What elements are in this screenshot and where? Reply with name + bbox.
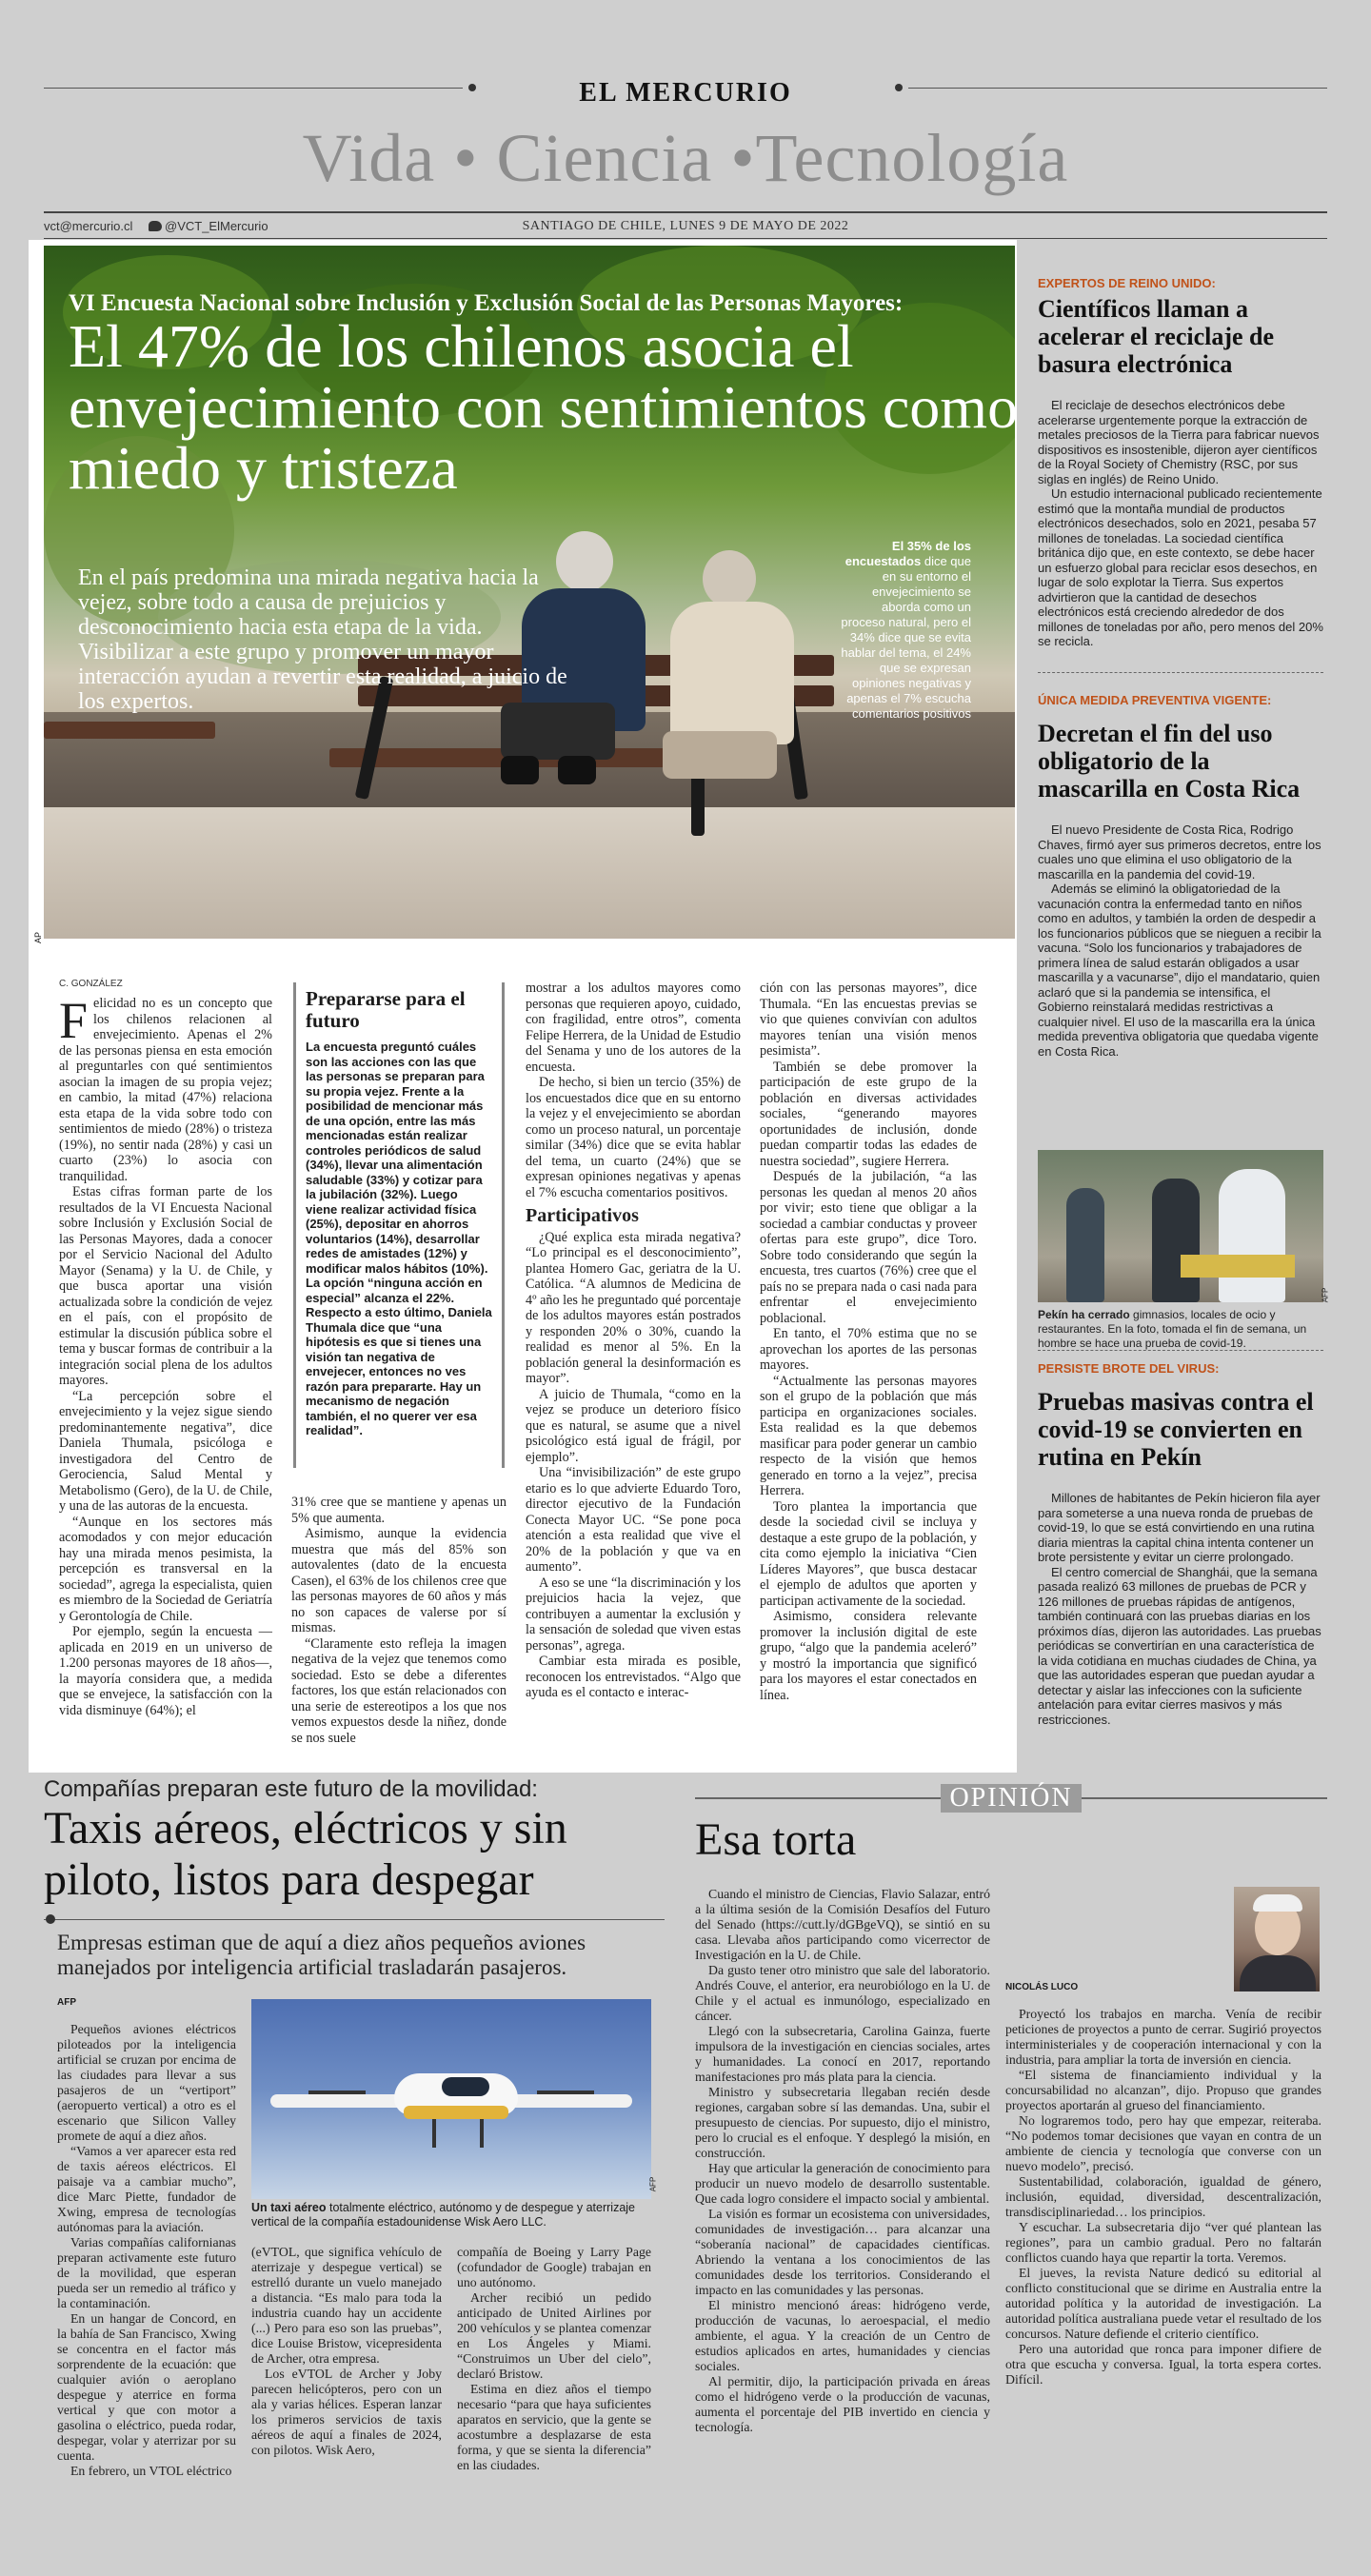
air-taxi-kicker: Compañías preparan este futuro de la movilidad: [44,1776,538,1802]
photo-vertical-credit: AP [33,931,44,944]
dateline: SANTIAGO DE CHILE, LUNES 9 DE MAYO DE 2022 [522,219,849,233]
paragraph: Da gusto tener otro ministro que sale del laboratorio. Andrés Couve, el anterior, era neurobiólogo en la U. de Chile y el actual es inmunólogo, especializado en cáncer. [695,1963,990,2023]
paragraph: Llegó con la subsecretaria, Carolina Gainza, fuerte impulsora de la investigación en ciencias sociales, artes y humanidades. La conocí en 2017, reportando manifestaciones pro más plata para la ciencia. [695,2024,990,2084]
opinion-column-2 [1005,2007,1321,2388]
opinion-author: NICOLÁS LUCO [1005,1982,1079,1992]
brief-1-kicker: EXPERTOS DE REINO UNIDO: [1038,276,1216,290]
paragraph: De hecho, si bien un tercio (35%) de los encuestados dice que en su entorno la vejez y el envejecimiento se abordan como un proceso natural, un porcentaje similar (34%) dice que se evita hablar del tema, un cuarto (24%) que se expresan opiniones negativas y apenas el 7% escucha comentarios positivos. [526,1075,741,1200]
paragraph: Asimismo, considera relevante promover la inclusión digital de este grupo, “algo que la pandemia aceleró” y mostró la importancia que significó para los mayores el estar conectados en línea. [760,1609,977,1703]
elderly-woman [653,550,805,788]
contact-email[interactable]: vct@mercurio.cl [44,219,133,233]
paragraph: Asimismo, aunque la evidencia muestra que más del 85% son autovalentes (dato de la encuesta Casen), el 63% de los chilenos cree que las personas mayores de 60 años y más no son capaces de valerse por sí mismas. [291,1526,507,1635]
feature-column-3 [526,981,741,1701]
paragraph: A juicio de Thumala, “como en la vejez se produce un deterioro físico que es natural, se asume que a nivel psicológico está igual de frágil, por ejemplo”. [526,1386,741,1465]
photo-annotation-text: dice que en su entorno el envejecimiento se aborda como un proceso natural, pero el 34% dice que se evita hablar del tema, el 24% que se expresan opiniones negativas y apenas el 7% escucha comentarios positivos [841,554,971,721]
paragraph: En un hangar de Concord, en la bahía de San Francisco, Xwing se concentra en el factor más sorprendente de la ecuación: que cualquier avión o aeroplano despegue y aterrice en forma vertical y que con motor a gasolina o eléctrico, pueda rodar, despegar, volar y aterrizar por su cuenta. [57,2311,236,2463]
paragraph: ción con las personas mayores”, dice Thumala. “En las encuestas previas se vio que quienes convivían con adultos mayores tenían una visión menos pesimista”. [760,981,977,1059]
photo-annotation [840,539,971,722]
paragraph: Además se eliminó la obligatoriedad de la vacunación contra la enfermedad tanto en niños como en adultos, y también la orden de despedir a los funcionarios públicos que se nieguen a recibir la vacuna. “Solo los funcionarios y trabajadores de primera línea de salud estarán obligados a usar mascarilla y a vacunarse”, dijo el mandatario, quien aclaró que si la pandemia se intensifica, el Gobierno reinstalará medidas restrictivas a cualquier nivel. El uso de la mascarilla era la única medida preventiva obligatoria que quedaba vigente en Costa Rica. [1038,882,1321,1059]
author-avatar [1234,1887,1320,1991]
brief-2-headline[interactable]: Decretan el fin del uso obligatorio de la mascarilla en Costa Rica [1038,720,1301,803]
air-taxi-caption [251,2201,651,2229]
paragraph: Después de la jubilación, “a las personas les quedan al menos 20 años por vivir; esto tiene que obligar a la sociedad a cambiar conductas y proveer ofertas para este grupo”, dice Toro. Sobre todo considerando que según la encuesta, tres cuartos (76%) cree que el país no se prepara nada o casi nada para enfrentar el envejecimiento poblacional. [760,1169,977,1326]
paragraph: compañía de Boeing y Larry Page (cofundador de Google) trabajan en uno autónomo. [457,2245,651,2289]
paragraph: “Vamos a ver aparecer esta red de taxis aéreos eléctricos. El paisaje va a cambiar mucho”, dice Marc Piette, fundador de Xwing, empresa de tecnologías autónomas para la aviación. [57,2144,236,2234]
beijing-photo-caption [1038,1308,1323,1351]
feature-column-1 [59,992,272,1718]
paragraph: elicidad no es un concepto que los chilenos relacionen al envejecimiento. Apenas el 2% de las personas piensa en esta emoción al preguntarles con qué sentimientos asocian la imagen de su propia vejez; en cambio, la mitad (47%) relaciona esta etapa de la vida sobre todo con sentimientos de miedo (28%) o tristeza (19%), no sentir nada (28%) y casi un cuarto (23%) lo asocia con tranquilidad. [59,996,272,1184]
paragraph: Cuando el ministro de Ciencias, Flavio Salazar, entró a la última sesión de la Comisión Desafíos del Futuro del Senado (https://cutt.ly/dGBgeVQ), se sintió en su casa. Llevaba años participando como vicerrector de Investigación en la U. de Chile. [695,1887,990,1962]
brief-3-kicker: PERSISTE BROTE DEL VIRUS: [1038,1361,1220,1376]
paragraph: “El sistema de financiamiento individual y la concursabilidad no alcanzan”, dijo. Propuso que grandes proyectos aportarán al grueso del financiamiento. [1005,2068,1321,2112]
air-taxi-credit: AFP [57,1997,76,2008]
paragraph: También se debe promover la participación de este grupo de la población en diversas actividades sociales, “generando mayores oportunidades de inclusión, donde puedan compartir todas las edades de nuestra sociedad”, sugiere Herrera. [760,1059,977,1169]
air-taxi-column-2 [251,2245,442,2458]
paragraph: Estima en diez años el tiempo necesario “para que haya suficientes aparatos en servicio, que la gente se acostumbre a desplazarse de esta forma, y que se sienta la diferencia” en las ciudades. [457,2382,651,2472]
paragraph: “Aunque en los sectores más acomodados y con mejor educación hay una mirada menos pesimista, la percepción es transversal en la sociedad”, agrega la especialista, quien es miembro de la Sociedad de Geriatría y Gerontología de Chile. [59,1514,272,1624]
brief-separator [1038,1350,1323,1351]
brief-1-body [1038,398,1323,649]
paragraph: Pero una autoridad que ronca para imponer difiere de otra que escucha y conversa. Igual, la torta espera cortes. Difícil. [1005,2342,1321,2387]
newspaper-name[interactable]: EL MERCURIO [579,78,792,108]
brief-3-headline[interactable]: Pruebas masivas contra el covid-19 se convierten en rutina en Pekín [1038,1388,1314,1471]
paragraph: En tanto, el 70% estima que no se aprovechan los aportes de las personas mayores. [760,1326,977,1373]
caption-text: totalmente eléctrico, autónomo y de despegue y aterrizaje vertical de la compañía estadounidense Wisk Aero LLC. [251,2201,636,2229]
sidebar-title: Prepararse para el futuro [306,987,466,1032]
caption-bold: Pekín ha cerrado [1038,1308,1130,1321]
paragraph: El nuevo Presidente de Costa Rica, Rodrigo Chaves, firmó ayer sus primeros decretos, entre los cuales uno que elimina el uso obligatorio de la mascarilla en la pandemia del covid-19. [1038,822,1321,882]
beijing-photo-credit: AFP [1321,1287,1330,1303]
brief-3-body [1038,1491,1323,1727]
feature-kicker: VI Encuesta Nacional sobre Inclusión y Exclusión Social de las Personas Mayores: [69,290,904,316]
photo-annotation-bold: El 35% de los encuestados [844,539,971,568]
paragraph: A eso se une “la discriminación y los prejuicios hacia la vejez, que contribuyen a aumentar la exclusión y la sensación de soledad que viven estas personas”, agrega. [526,1575,741,1654]
feature-column-2 [291,1495,507,1746]
paragraph: El centro comercial de Shanghái, que la semana pasada realizó 63 millones de pruebas de PCR y 126 millones de pruebas rápidas de antígenos, también continuará con las pruebas diarias en los próximos días, dijeron las autoridades. Las pruebas periódicas se convertirían en una característica de la vida cotidiana en muchas ciudades de China, ya que las autoridades esperan que puedan ayudar a detectar y aislar las infecciones con la suficiente antelación para evitar cierres masivos y más restricciones. [1038,1564,1321,1727]
paragraph: Una “invisibilización” de este grupo etario es lo que advierte Eduardo Toro, director ejecutivo de la Fundación Conecta Mayor UC. “Se pone poca atención a esta realidad que vive el 20% de la población y que va en aumento”. [526,1465,741,1575]
caption-bold: Un taxi aéreo [251,2201,327,2214]
section-title: Vida • Ciencia •Tecnología [302,120,1069,196]
paragraph: ¿Qué explica esta mirada negativa? “Lo principal es el desconocimiento”, plantea Homero Gac, geriatra de la U. Católica. “A alumnos de Medicina de 4º año les he preguntado qué porcentaje de los adultos mayores están postrados y responden 20% o 30%, cuando la realidad es menor al 5%. En la población general la desinformación es mayor”. [526,1229,741,1386]
paragraph: Ministro y subsecretaria llegaban recién desde regiones, cargaban sobre sí las demandas. Una, subir el presupuesto de ciencias. Por supuesto, dijo el ministro, pero lo crucial es el enfoque. Y desplegó la misión, en construcción. [695,2085,990,2160]
paragraph: El jueves, la revista Nature dedicó su editorial al conflicto constitucional que se dirime en Australia entre la autoridad política y la autoridad de investigación. La autoridad política australiana puede vetar el resultado de los concursos. Nature defiende el criterio científico. [1005,2266,1321,2341]
paragraph: mostrar a los adultos mayores como personas que requieren apoyo, cuidado, con fragilidad, entre otros”, comenta Felipe Herrera, de la Unidad de Estudio del Senama y uno de los autores de la encuesta. [526,981,741,1075]
air-taxi-column-3 [457,2245,651,2473]
paragraph: “Actualmente las personas mayores son el grupo de la población que más participa en organizaciones sociales. Esta realidad es la que debemos masificar para poder generar un cambio respecto de la visión que hemos generado en torno a la vejez”, precisa Herrera. [760,1373,977,1498]
paragraph: Toro plantea la importancia que desde la sociedad civil se incluya y destaque a este grupo de la población, y cita como ejemplo la iniciativa “Cien Líderes Mayores”, que busca destacar el ejemplo de adultos que aporten y participan activamente de la sociedad. [760,1498,977,1609]
paragraph: Por ejemplo, según la encuesta —aplicada en 2019 en un universo de 1.200 personas mayores de 18 años—, la mayoría considera que, a medida que se envejece, la satisfacción con la vida disminuye (64%); el [59,1624,272,1718]
subheading: Participativos [526,1205,639,1226]
paragraph: Los eVTOL de Archer y Joby parecen helicópteros, pero con un ala y varias hélices. Esperan lanzar los primeros servicios de taxis aéreos de aquí a finales de 2024, con pilotos. Wisk Aero, [251,2367,442,2457]
opinion-label: OPINIÓN [941,1784,1082,1813]
paragraph: No lograremos todo, pero hay que empezar, reiteraba. “No podemos tomar decisiones que vayan en contra de un ambiente de ciencia y tecnología que converse con un nuevo modelo”, precisó. [1005,2113,1321,2173]
paragraph: Estas cifras forman parte de los resultados de la VI Encuesta Nacional sobre Inclusión y Exclusión Social de las Personas Mayores, dada a conocer por el Servicio Nacional del Adulto Mayor (Senama) y la U. de Chile, y que busca aportar una visión actualizada sobre la condición de vejez en el país, con el propósito de estimular la discusión pública sobre el tema y buscar formas de contribuir a la integración social plena de los adultos mayores. [59,1184,272,1388]
header-rule [44,211,1327,213]
drop-cap: F [59,992,89,1049]
air-taxi-photo-credit: AFP [648,2176,658,2192]
paragraph: Y escuchar. La subsecretaria dijo “ver qué plantean las regiones”, para un cambio gradual. Pero no faltarán conflictos cuando haya que repartir la torta. Veremos. [1005,2220,1321,2265]
twitter-handle-text: @VCT_ElMercurio [165,219,268,233]
air-taxi-column-1 [57,2022,236,2479]
opinion-headline[interactable]: Esa torta [695,1814,857,1865]
paragraph: Cambiar esta mirada es posible, reconocen los entrevistados. “Algo que ayuda es el contacto e interac- [526,1654,741,1700]
ground-path [44,807,1015,939]
air-taxi-photo [251,1999,651,2199]
air-taxi-deck: Empresas estiman que de aquí a diez años pequeños aviones manejados por inteligencia artificial trasladarán pasajeros. [57,1931,586,1979]
beijing-covid-test-photo [1038,1150,1323,1302]
paragraph: El reciclaje de desechos electrónicos debe acelerarse urgentemente porque la extracción de metales preciosos de la Tierra para fabricar nuevos dispositivos es insostenible, dijeron ayer científicos de la Royal Society of Chemistry (RSC, por sus siglas en inglés) de Reino Unido. [1038,398,1320,486]
paragraph: Archer recibió un pedido anticipado de United Airlines por 200 vehículos y se plantea comenzar en Los Ángeles y Miami. “Construimos un Uber del cielo”, declaró Bristow. [457,2290,651,2381]
paragraph: (eVTOL, que significa vehículo de aterrizaje y despegue vertical) se estrelló durante un vuelo manejado a distancia. “Es malo para toda la industria cuando hay un accidente (...) Pero para eso son las pruebas”, dice Louise Bristow, vicepresidenta de Archer, otra empresa. [251,2245,442,2366]
paragraph: Pequeños aviones eléctricos piloteados por la inteligencia artificial se cruzan por encima de las ciudades para llevar a sus pasajeros de un “vertiport” (aeropuerto vertical) a otro es el escenario que Silicon Valley promete de aquí a diez años. [57,2022,236,2143]
paragraph: El ministro mencionó áreas: hidrógeno verde, producción de vacunas, lo aeroespacial, el medio ambiente, el agua. Y la creación de un Centro de estudios aplicados en artes, humanidades y ciencias sociales. [695,2298,990,2373]
air-taxi-headline[interactable]: Taxis aéreos, eléctricos y sin piloto, listos para despegar [44,1803,567,1905]
brief-2-body [1038,822,1323,1059]
paragraph: Proyectó los trabajos en marcha. Venía de recibir peticiones de proyectos a punto de cerrar. Sugirió proyectos interministeriales y de cooperación internacional y con la industria, para ampliar la torta de inversión en ciencia. [1005,2007,1321,2067]
feature-author-credit: C. GONZÁLEZ [59,979,123,989]
brief-1-headline[interactable]: Científicos llaman a acelerar el reciclaje de basura electrónica [1038,295,1275,378]
sidebar-box [293,982,505,1468]
paragraph: Sustentabilidad, colaboración, igualdad de género, inclusión, equidad, diversidad, descentralización, transdisciplinariedad… los principios. [1005,2174,1321,2219]
feature-column-4 [760,981,977,1703]
paragraph: “La percepción sobre el envejecimiento y la vejez sigue siendo predominantemente negativa”, dice Daniela Thumala, psicóloga e investigadora del Centro de Gerociencia, Salud Mental y Metabolismo (Gero), de la U. de Chile, y una de las autoras de la encuesta. [59,1388,272,1514]
paragraph: “Claramente esto refleja la imagen negativa de la vejez que tenemos como sociedad. Esto se debe a diferentes factores, los que están relacionados con una serie de estereotipos a los que nos vemos expuestos desde la niñez, donde se nos suele [291,1635,507,1746]
feature-headline[interactable]: El 47% de los chilenos asocia el envejecimiento con sentimientos como miedo y tristeza [69,312,1019,502]
paragraph: En febrero, un VTOL eléctrico [70,2464,232,2478]
brief-2-kicker: ÚNICA MEDIDA PREVENTIVA VIGENTE: [1038,693,1272,707]
paragraph: Un estudio internacional publicado recientemente estimó que la montaña mundial de productos electrónicos desechados, solo en 2021, pesaba 57 millones de toneladas. La sociedad científica británica dijo que, en este contexto, se debe hacer un esfuerzo global para reciclar esos desechos, en lugar de solo explotar la Tierra. Sus expertos advirtieron que la cantidad de desechos electrónicos está creciendo alrededor de dos millones de toneladas por año, pero menos del 20% se recicla. [1038,486,1323,648]
paragraph: Millones de habitantes de Pekín hicieron fila ayer para someterse a una nueva ronda de pruebas de covid-19, lo que se está convirtiendo en una rutina diaria mientras la capital china intenta contener un brote persistente y evitar un cierre prolongado. [1038,1491,1321,1564]
paragraph: 31% cree que se mantiene y apenas un 5% que aumenta. [291,1495,507,1526]
paragraph: La visión es formar un ecosistema con universidades, comunidades de investigación… para alcanzar una “soberanía nacional” de capacidades científicas. Abriendo la ventana a los conocimientos de las comunidades desde los territorios. Considerando el impacto en las comunidades y las personas. [695,2207,990,2297]
brief-separator [1038,672,1323,673]
air-taxi-rule [44,1919,665,1920]
caption-text: gimnasios, locales de ocio y restaurantes. En la foto, tomada el fin de semana, un hombre se hace una prueba de covid-19. [1038,1308,1307,1350]
feature-deck: En el país predomina una mirada negativa hacia la vejez, sobre todo a causa de prejuicios y desconocimiento hacia esta etapa de la vida. Visibilizar a este grupo y promover un mayor interacción ayudan a revertir esta realidad, a juicio de los expertos. [78,565,567,714]
paragraph: Hay que articular la generación de conocimiento para producir un nuevo modelo de desarrollo sustentable. Que cada logro considere el impacto social y ambiental. [695,2161,990,2206]
paragraph: Varias compañías californianas preparan activamente este futuro de la movilidad, que esperan pueda ser un remedio al tráfico y la contaminación. [57,2235,236,2310]
sidebar-text: La encuesta preguntó cuáles son las acciones con las que las personas se preparan para su propia vejez. Frente a la posibilidad de mencionar más de una opción, entre las más mencionadas están realizar controles periódicos de salud (34%), llevar una alimentación saludable (33%) y cotizar para la jubilación (32%). Luego viene realizar actividad física (25%), depositar en ahorros voluntarios (14%), desarrollar redes de amistades (12%) y modificar malos hábitos (10%). La opción “ninguna acción en especial” alcanza el 22%. Respecto a esto último, Daniela Thumala dice que “una hipótesis es que si tienes una visión tan negativa de envejecer, entonces no ves razón para prepararte. Hay un mecanismo de negación también, el no querer ver esa realidad”. [306,1040,492,1437]
paragraph: Al permitir, dijo, la participación privada en áreas como el hidrógeno verde o la producción de vacunas, aumenta el porcentaje del PIB invertido en ciencia y tecnología. [695,2374,990,2434]
rule-dot [46,1914,55,1924]
opinion-column-1 [695,1887,990,2435]
header-rule-lower [44,238,1327,239]
